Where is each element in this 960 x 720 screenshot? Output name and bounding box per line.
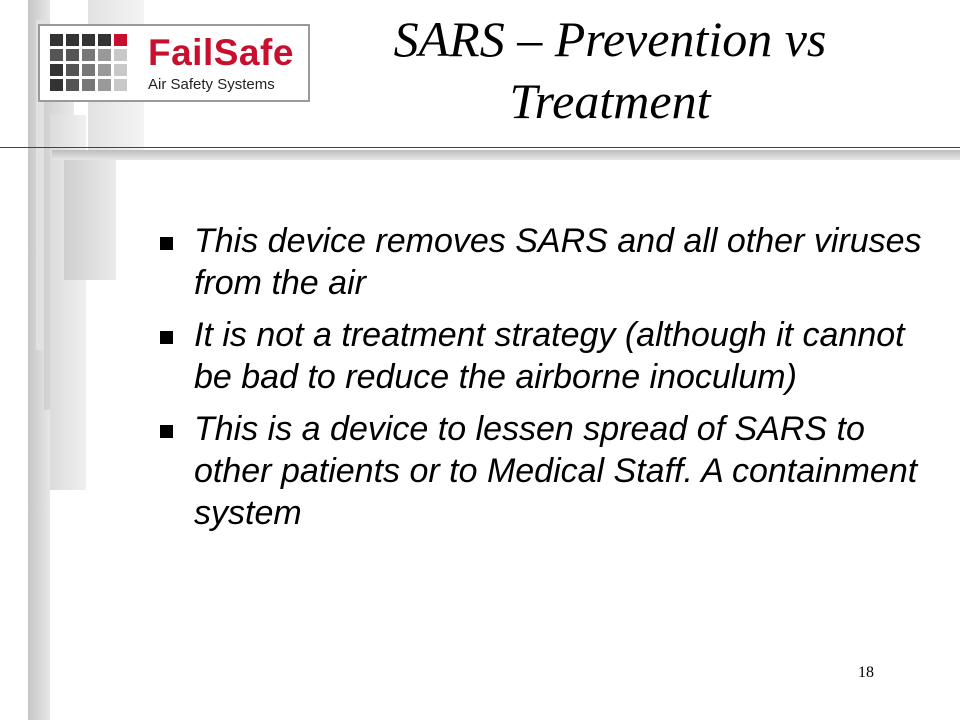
bullet-text: This device removes SARS and all other viruses from the air — [194, 222, 922, 302]
logo-grid-square — [98, 34, 111, 46]
logo-grid-square — [66, 34, 79, 46]
logo-grid-icon — [50, 34, 130, 94]
bullet-item — [160, 408, 930, 534]
square-bullet-icon — [160, 425, 173, 438]
logo-grid-square — [66, 79, 79, 91]
slide-title-line-1: SARS – Prevention vs — [393, 11, 827, 67]
square-bullet-icon — [160, 237, 173, 250]
bullet-item — [160, 314, 930, 398]
page-number: 18 — [858, 664, 874, 681]
logo-brand-name: FailSafe — [148, 32, 294, 73]
bullet-text: It is not a treatment strategy (although it cannot be bad to reduce the airborne inoculum) — [194, 316, 905, 396]
decorative-bar — [64, 160, 116, 280]
logo-grid-square — [98, 64, 111, 76]
title-divider-band — [52, 150, 960, 160]
logo-grid-square — [114, 79, 127, 91]
logo-grid-square — [98, 49, 111, 61]
logo-grid-square — [50, 34, 63, 46]
slide-title-line-2: Treatment — [509, 73, 711, 129]
logo-grid-square — [82, 79, 95, 91]
logo-grid-square — [114, 64, 127, 76]
logo-grid-square — [50, 49, 63, 61]
logo-grid-square — [66, 49, 79, 61]
square-bullet-icon — [160, 331, 173, 344]
logo-grid-square — [114, 34, 127, 46]
bullet-item — [160, 220, 930, 304]
logo-grid-square — [82, 49, 95, 61]
bullet-text: This is a device to lessen spread of SARS to other patients or to Medical Staff. A containment system — [194, 410, 918, 532]
logo-grid-square — [82, 34, 95, 46]
bullet-list — [160, 220, 930, 544]
slide-title — [330, 8, 890, 132]
logo-tagline: Air Safety Systems — [148, 76, 275, 93]
failsafe-logo — [38, 24, 310, 102]
title-divider-line — [0, 147, 960, 148]
logo-grid-square — [66, 64, 79, 76]
logo-grid-square — [50, 64, 63, 76]
logo-grid-square — [82, 64, 95, 76]
logo-grid-square — [98, 79, 111, 91]
logo-grid-square — [114, 49, 127, 61]
logo-grid-square — [50, 79, 63, 91]
